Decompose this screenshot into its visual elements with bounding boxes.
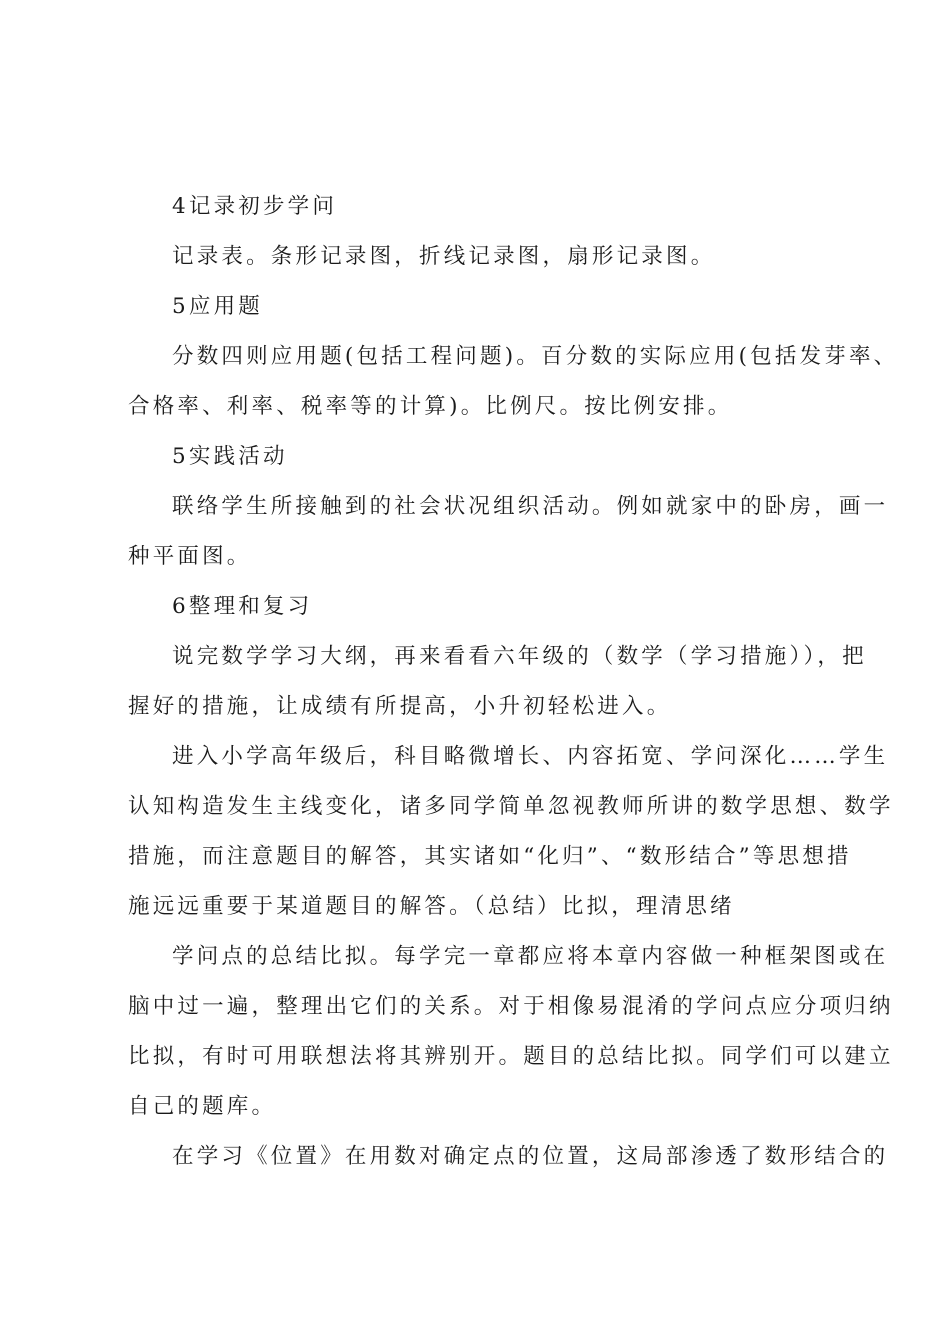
paragraph-line: 学问点的总结比拟。每学完一章都应将本章内容做一种框架图或在 xyxy=(172,944,889,969)
paragraph-line: 脑中过一遍，整理出它们的关系。对于相像易混淆的学问点应分项归纳 xyxy=(128,994,894,1019)
paragraph-line: 施远远重要于某道题目的解答。（总结）比拟，理清思绪 xyxy=(128,894,735,919)
paragraph-line: 在学习《位置》在用数对确定点的位置，这局部渗透了数形结合的 xyxy=(172,1144,889,1169)
paragraph-line: 种平面图。 xyxy=(128,544,252,569)
paragraph-line: 联络学生所接触到的社会状况组织活动。例如就家中的卧房，画一 xyxy=(172,494,889,519)
section-heading-word-problems: 5应用题 xyxy=(172,294,263,319)
section-heading-review: 6整理和复习 xyxy=(172,594,313,619)
paragraph-line: 合格率、利率、税率等的计算)。比例尺。按比例安排。 xyxy=(128,394,733,419)
paragraph-line: 认知构造发生主线变化，诸多同学简单忽视教师所讲的数学思想、数学 xyxy=(128,794,894,819)
paragraph-line: 比拟，有时可用联想法将其辨别开。题目的总结比拟。同学们可以建立 xyxy=(128,1044,894,1069)
paragraph-line: 握好的措施，让成绩有所提高，小升初轻松进入。 xyxy=(128,694,672,719)
paragraph-line: 措施，而注意题目的解答，其实诸如“化归”、“数形结合”等思想措 xyxy=(128,844,852,869)
paragraph-line: 进入小学高年级后，科目略微增长、内容拓宽、学问深化……学生 xyxy=(172,744,889,769)
paragraph-line: 自己的题库。 xyxy=(128,1094,277,1119)
paragraph-line: 分数四则应用题(包括工程问题)。百分数的实际应用(包括发芽率、 xyxy=(172,344,899,369)
paragraph-line: 说完数学学习大纲，再来看看六年级的（数学（学习措施）），把 xyxy=(172,644,867,669)
section-heading-practice: 5实践活动 xyxy=(172,444,288,469)
section-heading-statistics: 4记录初步学问 xyxy=(172,194,338,219)
paragraph-line: 记录表。条形记录图，折线记录图，扇形记录图。 xyxy=(172,244,716,269)
